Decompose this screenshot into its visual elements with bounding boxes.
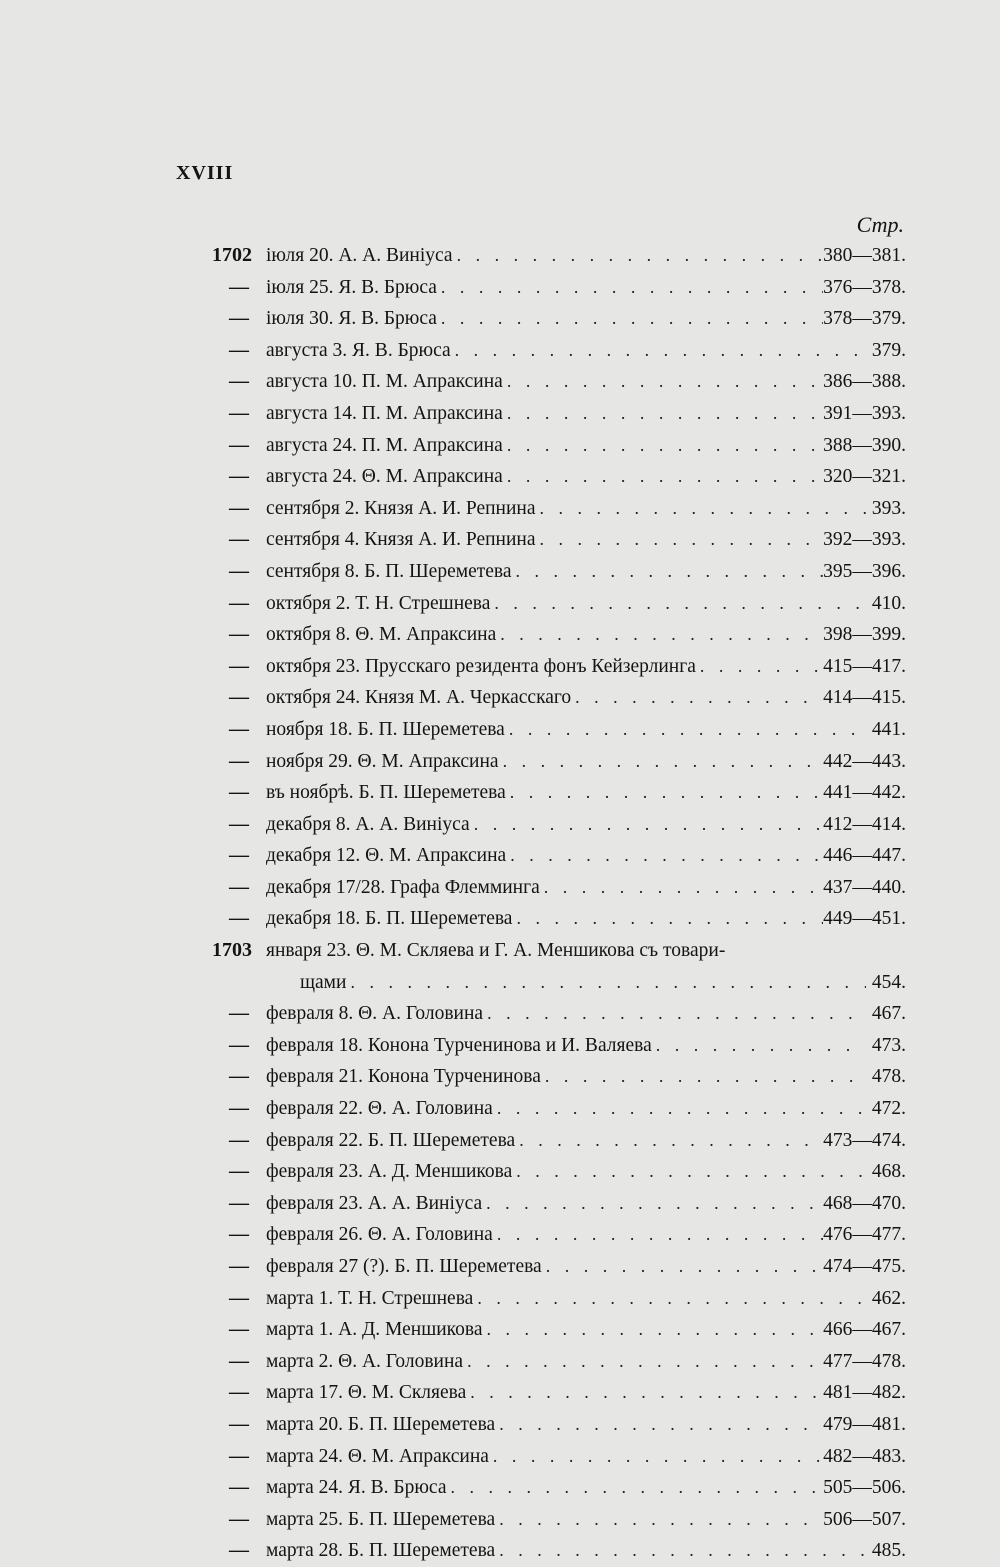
entry-year: —: [229, 1318, 249, 1341]
entry-title: марта 28. Б. П. Шереметева: [266, 1540, 496, 1562]
entry-year: —: [229, 433, 249, 456]
entry-year: —: [229, 844, 249, 867]
entry-pages: 449—451.: [823, 908, 906, 930]
entry-title: августа 24. Θ. М. Апраксина: [266, 466, 503, 488]
entry-title: ноября 29. Θ. М. Апраксина: [266, 750, 499, 772]
table-of-contents: [212, 240, 906, 1567]
entry-pages: 476—477.: [823, 1224, 906, 1246]
toc-entry: [212, 1314, 906, 1346]
dot-leader: [696, 651, 823, 683]
dot-leader: [512, 903, 823, 935]
toc-entry: [212, 682, 906, 714]
dot-leader: [512, 556, 824, 588]
toc-entry: [212, 1504, 906, 1536]
entry-pages: 477—478.: [823, 1350, 906, 1372]
entry-title: февраля 23. А. А. Виніуса: [266, 1192, 483, 1214]
entry-pages: 454.: [871, 971, 906, 993]
entry-year: —: [229, 1097, 249, 1120]
entry-title: февраля 8. Θ. А. Головина: [266, 1003, 484, 1025]
entry-title: марта 1. Т. Н. Стрешнева: [266, 1287, 474, 1309]
dot-leader: [495, 1535, 866, 1567]
entry-year: —: [229, 812, 249, 835]
toc-entry: [212, 1346, 906, 1378]
entry-year: —: [229, 275, 249, 298]
entry-title: марта 20. Б. П. Шереметева: [266, 1413, 496, 1435]
toc-entry: [212, 556, 906, 588]
entry-year: —: [229, 591, 249, 614]
entry-year: —: [229, 623, 249, 646]
entry-year: —: [229, 1412, 249, 1435]
dot-leader: [536, 493, 867, 525]
entry-pages: 473.: [871, 1034, 906, 1056]
dot-leader: [541, 1061, 866, 1093]
entry-title: февраля 22. Б. П. Шереметева: [266, 1129, 516, 1151]
dot-leader: [346, 967, 866, 999]
toc-entry: [212, 335, 906, 367]
entry-year: —: [229, 1033, 249, 1056]
entry-year: 1702: [212, 244, 252, 266]
toc-entry: [212, 809, 906, 841]
dot-leader: [512, 1156, 866, 1188]
toc-entry: [212, 493, 906, 525]
entry-title: августа 24. П. М. Апраксина: [266, 434, 503, 456]
dot-leader: [503, 398, 823, 430]
toc-entry: [212, 588, 906, 620]
toc-entry: [212, 840, 906, 872]
entry-title: щами: [300, 971, 347, 993]
dot-leader: [499, 746, 824, 778]
dot-leader: [490, 588, 866, 620]
dot-leader: [503, 461, 823, 493]
entry-year: —: [229, 338, 249, 361]
toc-entry: [212, 524, 906, 556]
entry-title: въ ноябрѣ. Б. П. Шереметева: [266, 782, 506, 804]
dot-leader: [493, 1219, 823, 1251]
entry-year: —: [229, 307, 249, 330]
entry-title: іюля 30. Я. В. Брюса: [266, 308, 437, 330]
entry-pages: 392—393.: [823, 529, 906, 551]
dot-leader: [506, 840, 823, 872]
entry-title: декабря 17/28. Графа Флемминга: [266, 876, 540, 898]
entry-pages: 415—417.: [823, 655, 906, 677]
entry-title: февраля 26. Θ. А. Головина: [266, 1224, 493, 1246]
entry-pages: 320—321.: [823, 466, 906, 488]
toc-entry: [212, 430, 906, 462]
entry-title: сентября 4. Князя А. И. Репнина: [266, 529, 536, 551]
dot-leader: [505, 714, 866, 746]
entry-title: августа 3. Я. В. Брюса: [266, 339, 451, 361]
entry-year: —: [229, 1444, 249, 1467]
entry-year: —: [229, 496, 249, 519]
toc-entry: [212, 746, 906, 778]
entry-year: —: [229, 717, 249, 740]
dot-leader: [571, 682, 823, 714]
entry-year: —: [229, 1128, 249, 1151]
entry-title: октября 8. Θ. М. Апраксина: [266, 624, 497, 646]
toc-entry: [212, 240, 906, 272]
entry-pages: 386—388.: [823, 371, 906, 393]
toc-entry: [212, 1061, 906, 1093]
entry-year: —: [229, 559, 249, 582]
entry-title: января 23. Θ. М. Скляева и Г. А. Меншикова съ товари-: [266, 940, 726, 962]
dot-leader: [503, 366, 823, 398]
entry-pages: 391—393.: [823, 402, 906, 424]
entry-title: декабря 12. Θ. М. Апраксина: [266, 845, 507, 867]
entry-title: марта 17. Θ. М. Скляева: [266, 1382, 467, 1404]
dot-leader: [536, 524, 824, 556]
entry-pages: 442—443.: [823, 750, 906, 772]
toc-entry: [212, 1535, 906, 1567]
entry-title: февраля 21. Конона Турченинова: [266, 1066, 541, 1088]
entry-title: іюля 20. А. А. Виніуса: [266, 245, 453, 266]
entry-year: —: [229, 1381, 249, 1404]
entry-pages: 462.: [871, 1287, 906, 1309]
dot-leader: [446, 1472, 823, 1504]
entry-pages: 473—474.: [823, 1129, 906, 1151]
toc-entry: [212, 303, 906, 335]
entry-pages: 482—483.: [823, 1445, 906, 1467]
dot-leader: [463, 1346, 823, 1378]
entry-year: —: [229, 1539, 249, 1562]
toc-entry: [212, 651, 906, 683]
entry-year: —: [229, 1349, 249, 1372]
entry-year: —: [229, 1002, 249, 1025]
toc-entry: [212, 872, 906, 904]
dot-leader: [437, 272, 823, 304]
toc-entry: [212, 398, 906, 430]
dot-leader: [542, 1251, 823, 1283]
toc-entry: [212, 1188, 906, 1220]
toc-entry: [212, 998, 906, 1030]
entry-year: —: [229, 749, 249, 772]
entry-title: августа 14. П. М. Апраксина: [266, 402, 503, 424]
dot-leader: [496, 619, 823, 651]
dot-leader: [489, 1441, 823, 1473]
entry-year: —: [229, 875, 249, 898]
entry-year: —: [229, 1160, 249, 1183]
entry-pages: 393.: [871, 497, 906, 519]
entry-year: —: [229, 907, 249, 930]
entry-year: —: [229, 1255, 249, 1277]
entry-pages: 466—467.: [823, 1319, 906, 1341]
dot-leader: [482, 1188, 823, 1220]
dot-leader: [540, 872, 823, 904]
dot-leader: [453, 240, 824, 272]
entry-title: февраля 22. Θ. А. Головина: [266, 1098, 493, 1120]
entry-pages: 478.: [871, 1066, 906, 1088]
entry-pages: 485.: [871, 1540, 906, 1562]
toc-entry: [212, 1219, 906, 1251]
entry-pages: 506—507.: [823, 1508, 906, 1530]
entry-title: іюля 25. Я. В. Брюса: [266, 276, 437, 298]
dot-leader: [466, 1377, 823, 1409]
dot-leader: [437, 303, 823, 335]
toc-entry: [212, 1441, 906, 1473]
entry-title: декабря 8. А. А. Виніуса: [266, 813, 470, 835]
entry-year: 1703: [212, 939, 252, 962]
entry-pages: 380—381.: [823, 245, 906, 266]
entry-pages: 441—442.: [823, 782, 906, 804]
dot-leader: [483, 1314, 824, 1346]
entry-pages: 467.: [871, 1003, 906, 1025]
dot-leader: [503, 430, 823, 462]
entry-year: —: [229, 1191, 249, 1214]
dot-leader: [493, 1093, 866, 1125]
entry-year: —: [229, 1507, 249, 1530]
dot-leader: [470, 809, 823, 841]
toc-entry: [212, 1472, 906, 1504]
entry-pages: 505—506.: [823, 1477, 906, 1499]
page-number: XVIII: [176, 162, 234, 184]
dot-leader: [515, 1125, 823, 1157]
entry-title: февраля 27 (?). Б. П. Шереметева: [266, 1256, 542, 1277]
toc-entry: [212, 1093, 906, 1125]
entry-pages: 441.: [871, 718, 906, 740]
entry-pages: 412—414.: [823, 813, 906, 835]
toc-entry: [212, 1283, 906, 1315]
entry-pages: 474—475.: [823, 1256, 906, 1277]
toc-entry: [212, 714, 906, 746]
entry-title: февраля 18. Конона Турченинова и И. Валяева: [266, 1034, 652, 1056]
toc-entry: [212, 461, 906, 493]
pages-column-header: Стр.: [856, 212, 904, 237]
entry-title: сентября 8. Б. П. Шереметева: [266, 560, 512, 582]
entry-pages: 376—378.: [823, 276, 906, 298]
dot-leader: [495, 1409, 823, 1441]
toc-entry: [212, 619, 906, 651]
entry-pages: 395—396.: [823, 560, 906, 582]
entry-year: —: [229, 1476, 249, 1499]
toc-entry: [212, 1125, 906, 1157]
dot-leader: [451, 335, 866, 367]
entry-title: марта 1. А. Д. Меншикова: [266, 1319, 483, 1341]
toc-entry: [212, 1377, 906, 1409]
entry-title: марта 2. Θ. А. Головина: [266, 1350, 464, 1372]
entry-title: декабря 18. Б. П. Шереметева: [266, 908, 513, 930]
entry-title: сентября 2. Князя А. И. Репнина: [266, 497, 536, 519]
entry-title: октября 2. Т. Н. Стрешнева: [266, 592, 491, 614]
dot-leader: [495, 1504, 823, 1536]
toc-entry: [212, 777, 906, 809]
toc-entry: [212, 1156, 906, 1188]
dot-leader: [652, 1030, 866, 1062]
entry-pages: 479—481.: [823, 1413, 906, 1435]
entry-title: марта 24. Я. В. Брюса: [266, 1477, 447, 1499]
entry-title: марта 25. Б. П. Шереметева: [266, 1508, 496, 1530]
entry-pages: 414—415.: [823, 687, 906, 709]
entry-title: августа 10. П. М. Апраксина: [266, 371, 503, 393]
entry-title: марта 24. Θ. М. Апраксина: [266, 1445, 489, 1467]
entry-title: октября 23. Прусскаго резидента фонъ Кейзерлинга: [266, 655, 696, 677]
entry-year: —: [229, 686, 249, 709]
entry-pages: 468—470.: [823, 1192, 906, 1214]
entry-pages: 481—482.: [823, 1382, 906, 1404]
entry-year: —: [229, 1065, 249, 1088]
entry-pages: 437—440.: [823, 876, 906, 898]
entry-title: февраля 23. А. Д. Меншикова: [266, 1161, 513, 1183]
entry-pages: 379.: [871, 339, 906, 361]
entry-year: —: [229, 370, 249, 393]
entry-pages: 468.: [871, 1161, 906, 1183]
entry-year: —: [229, 401, 249, 424]
entry-pages: 410.: [871, 592, 906, 614]
toc-entry: [212, 272, 906, 304]
entry-year: —: [229, 781, 249, 804]
toc-entry: [212, 1030, 906, 1062]
dot-leader: [473, 1283, 866, 1315]
toc-entry: [212, 967, 906, 999]
entry-year: —: [229, 465, 249, 488]
toc-entry: [212, 935, 906, 967]
entry-year: —: [229, 528, 249, 551]
dot-leader: [483, 998, 866, 1030]
entry-year: —: [229, 654, 249, 677]
toc-entry: [212, 1409, 906, 1441]
entry-pages: 378—379.: [823, 308, 906, 330]
toc-entry: [212, 366, 906, 398]
entry-pages: 398—399.: [823, 624, 906, 646]
entry-title: ноября 18. Б. П. Шереметева: [266, 718, 505, 740]
entry-year: —: [229, 1223, 249, 1246]
entry-year: —: [229, 1286, 249, 1309]
entry-pages: 388—390.: [823, 434, 906, 456]
dot-leader: [506, 777, 823, 809]
entry-title: октября 24. Князя М. А. Черкасскаго: [266, 687, 572, 709]
entry-pages: 472.: [871, 1098, 906, 1120]
entry-pages: 446—447.: [823, 845, 906, 867]
toc-entry: [212, 1251, 906, 1283]
toc-entry: [212, 903, 906, 935]
